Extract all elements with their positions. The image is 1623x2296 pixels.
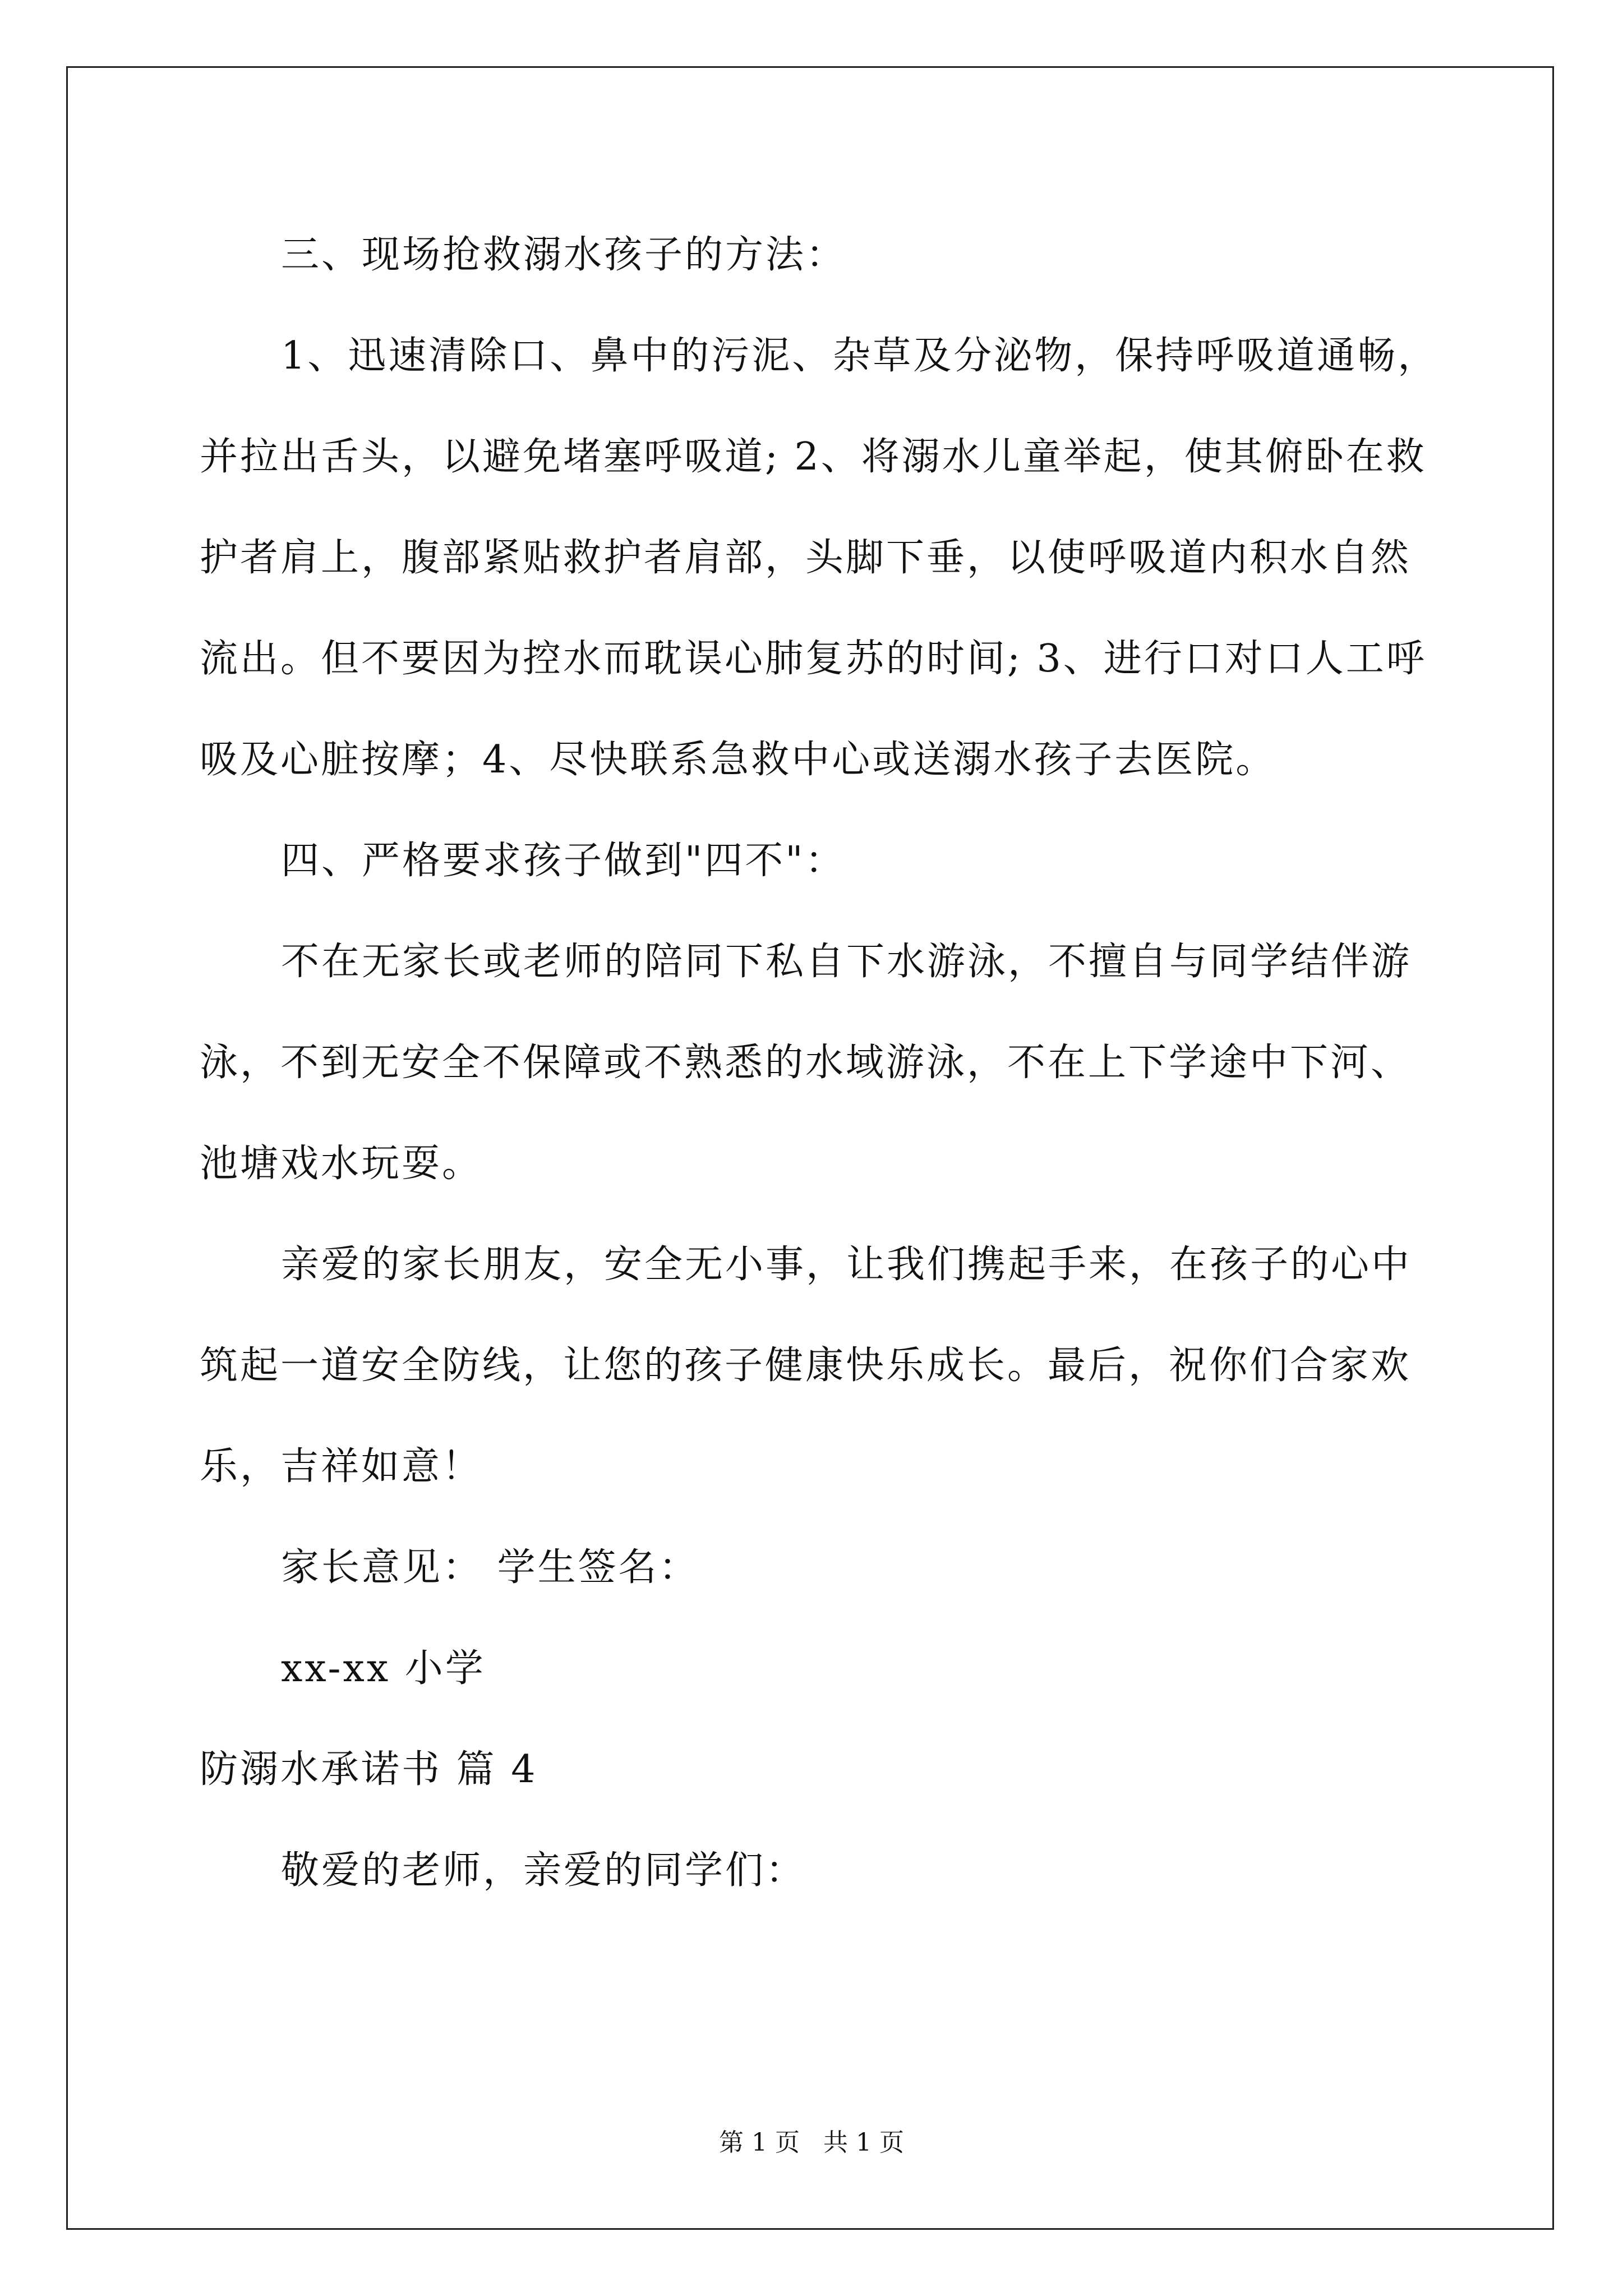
- paragraph-line: 流出。但不要因为控水而耽误心肺复苏的时间; 3、进行口对口人工呼: [200, 637, 1427, 681]
- paragraph-line: 并拉出舌头，以避免堵塞呼吸道; 2、将溺水儿童举起，使其俯卧在救: [200, 435, 1427, 479]
- paragraph-line: 不在无家长或老师的陪同下私自下水游泳，不擅自与同学结伴游: [281, 940, 1412, 984]
- paragraph-line: 泳，不到无安全不保障或不熟悉的水域游泳，不在上下学途中下河、: [200, 1041, 1412, 1085]
- paragraph-line: 乐，吉祥如意！: [200, 1444, 483, 1489]
- paragraph-line: 亲爱的家长朋友，安全无小事，让我们携起手来，在孩子的心中: [281, 1243, 1412, 1287]
- paragraph-line: 护者肩上，腹部紧贴救护者肩部，头脚下垂，以使呼吸道内积水自然: [200, 536, 1412, 580]
- paragraph-line: 筑起一道安全防线，让您的孩子健康快乐成长。最后，祝你们合家欢: [200, 1343, 1412, 1388]
- section-title-pledge-4: 防溺水承诺书 篇 4: [200, 1747, 538, 1792]
- page-footer: 第 1 页 共 1 页: [719, 2128, 904, 2157]
- section-heading-rescue: 三、现场抢救溺水孩子的方法：: [281, 233, 847, 277]
- salutation: 敬爱的老师，亲爱的同学们：: [281, 1848, 806, 1893]
- school-name: xx-xx 小学: [281, 1646, 486, 1691]
- section-heading-four-nots: 四、严格要求孩子做到"四不"：: [281, 839, 846, 883]
- paragraph-line: 池塘戏水玩耍。: [200, 1142, 483, 1186]
- paragraph-line: 1、迅速清除口、鼻中的污泥、杂草及分泌物，保持呼吸道通畅，: [281, 334, 1438, 378]
- signature-fields: 家长意见： 学生签名：: [281, 1545, 699, 1590]
- paragraph-line: 吸及心脏按摩；4、尽快联系急救中心或送溺水孩子去医院。: [200, 738, 1276, 782]
